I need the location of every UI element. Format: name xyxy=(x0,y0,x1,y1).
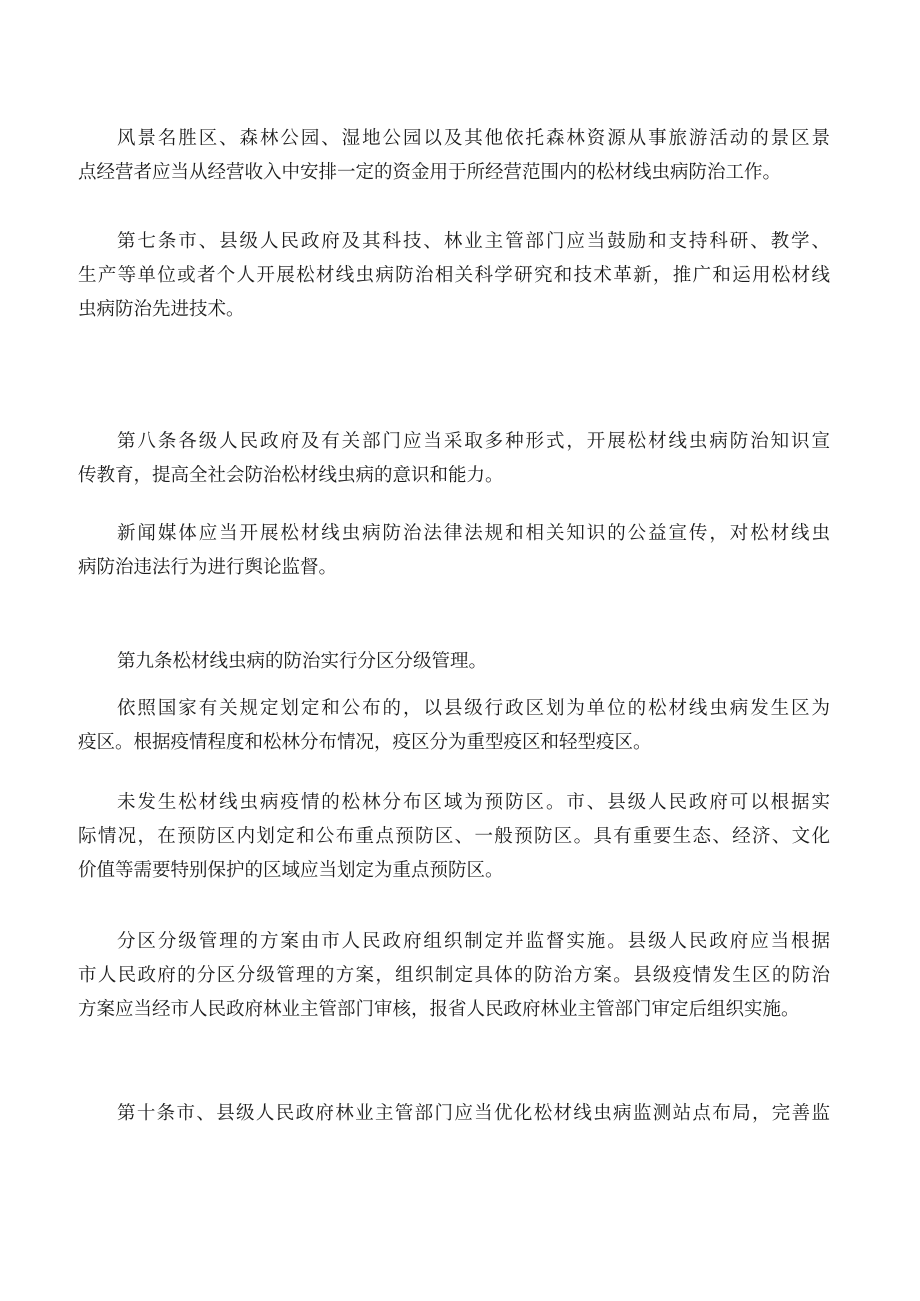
paragraph-line: 点经营者应当从经营收入中安排一定的资金用于所经营范围内的松材线虫病防治工作。 xyxy=(78,162,782,183)
paragraph-line: 价值等需要特别保护的区域应当划定为重点预防区。 xyxy=(78,860,504,881)
paragraph-line: 际情况，在预防区内划定和公布重点预防区、一般预防区。具有重要生态、经济、文化 xyxy=(78,826,830,847)
paragraph-line: 分区分级管理的方案由市人民政府组织制定并监督实施。县级人民政府应当根据 xyxy=(117,931,830,952)
paragraph-article-9 xyxy=(78,645,830,679)
paragraph-line: 依照国家有关规定划定和公布的，以县级行政区划为单位的松材线虫病发生区为 xyxy=(117,698,830,719)
paragraph-line: 虫病防治先进技术。 xyxy=(78,299,245,320)
paragraph-line: 疫区。根据疫情程度和松林分布情况，疫区分为重型疫区和轻型疫区。 xyxy=(78,732,652,753)
paragraph-article-8 xyxy=(78,425,830,493)
paragraph-line: 传教育，提高全社会防治松材线虫病的意识和能力。 xyxy=(78,465,504,486)
paragraph-line: 第七条市、县级人民政府及其科技、林业主管部门应当鼓励和支持科研、教学、 xyxy=(117,231,830,252)
paragraph-article-10 xyxy=(78,1097,830,1131)
paragraph-line: 新闻媒体应当开展松材线虫病防治法律法规和相关知识的公益宣传，对松材线虫 xyxy=(117,523,830,544)
paragraph-scenic-area-funding xyxy=(78,122,830,190)
paragraph-line: 第九条松材线虫病的防治实行分区分级管理。 xyxy=(117,651,488,672)
paragraph-line: 风景名胜区、森林公园、湿地公园以及其他依托森林资源从事旅游活动的景区景 xyxy=(117,128,830,149)
paragraph-line: 生产等单位或者个人开展松材线虫病防治相关科学研究和技术革新，推广和运用松材线 xyxy=(78,265,830,286)
paragraph-line: 第八条各级人民政府及有关部门应当采取多种形式，开展松材线虫病防治知识宣 xyxy=(117,431,830,452)
paragraph-line: 未发生松材线虫病疫情的松林分布区域为预防区。市、县级人民政府可以根据实 xyxy=(117,792,830,813)
paragraph-media-publicity xyxy=(78,517,830,585)
paragraph-zoning-plan xyxy=(78,925,830,1027)
paragraph-line: 方案应当经市人民政府林业主管部门审核，报省人民政府林业主管部门审定后组织实施。 xyxy=(78,999,800,1020)
paragraph-line: 市人民政府的分区分级管理的方案，组织制定具体的防治方案。县级疫情发生区的防治 xyxy=(78,965,830,986)
paragraph-line: 病防治违法行为进行舆论监督。 xyxy=(78,557,338,578)
paragraph-line: 第十条市、县级人民政府林业主管部门应当优化松材线虫病监测站点布局，完善监 xyxy=(117,1103,830,1124)
paragraph-epidemic-zone xyxy=(78,692,830,760)
paragraph-prevention-zone xyxy=(78,786,830,888)
paragraph-article-7 xyxy=(78,225,830,327)
